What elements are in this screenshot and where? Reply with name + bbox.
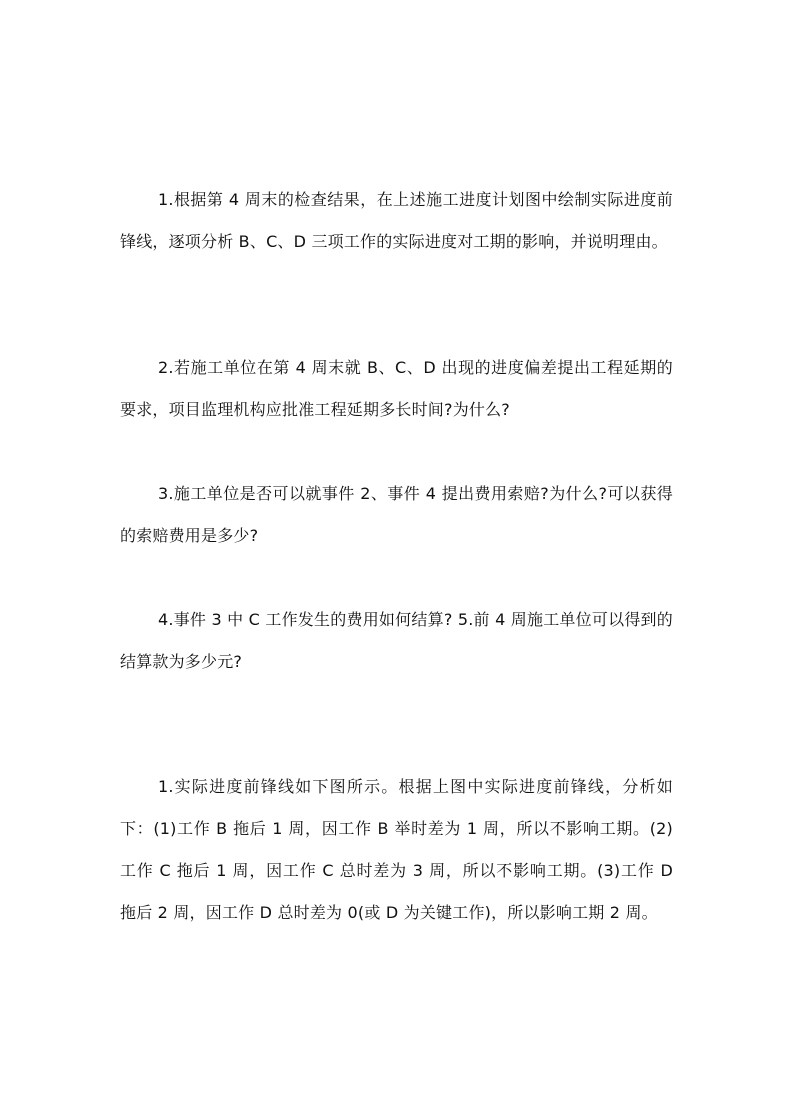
answer-1-paragraph: 1.实际进度前锋线如下图所示。根据上图中实际进度前锋线，分析如下：(1)工作 B 拖后 1 周，因工作 B 举时差为 1 周，所以不影响工期。(2)工作 C 拖后 1 周，因工作 C 总时差为 3 周，所以不影响工期。(3)工作 D 拖后 2 周，因工作 D 总时差为 0(或 D 为关键工作)，所以影响工期 2 周。 bbox=[120, 777, 673, 922]
question-3-paragraph: 3.施工单位是否可以就事件 2、事件 4 提出费用索赔?为什么?可以获得的索赔费用是多少? bbox=[120, 484, 673, 545]
question-2-paragraph: 2.若施工单位在第 4 周末就 B、C、D 出现的进度偏差提出工程延期的要求，项目监理机构应批准工程延期多长时间?为什么? bbox=[120, 358, 673, 419]
question-1-paragraph: 1.根据第 4 周末的检查结果，在上述施工进度计划图中绘制实际进度前锋线，逐项分析 B、C、D 三项工作的实际进度对工期的影响，并说明理由。 bbox=[120, 190, 673, 251]
question-4-5-paragraph: 4.事件 3 中 C 工作发生的费用如何结算? 5.前 4 周施工单位可以得到的结算款为多少元? bbox=[120, 610, 673, 671]
